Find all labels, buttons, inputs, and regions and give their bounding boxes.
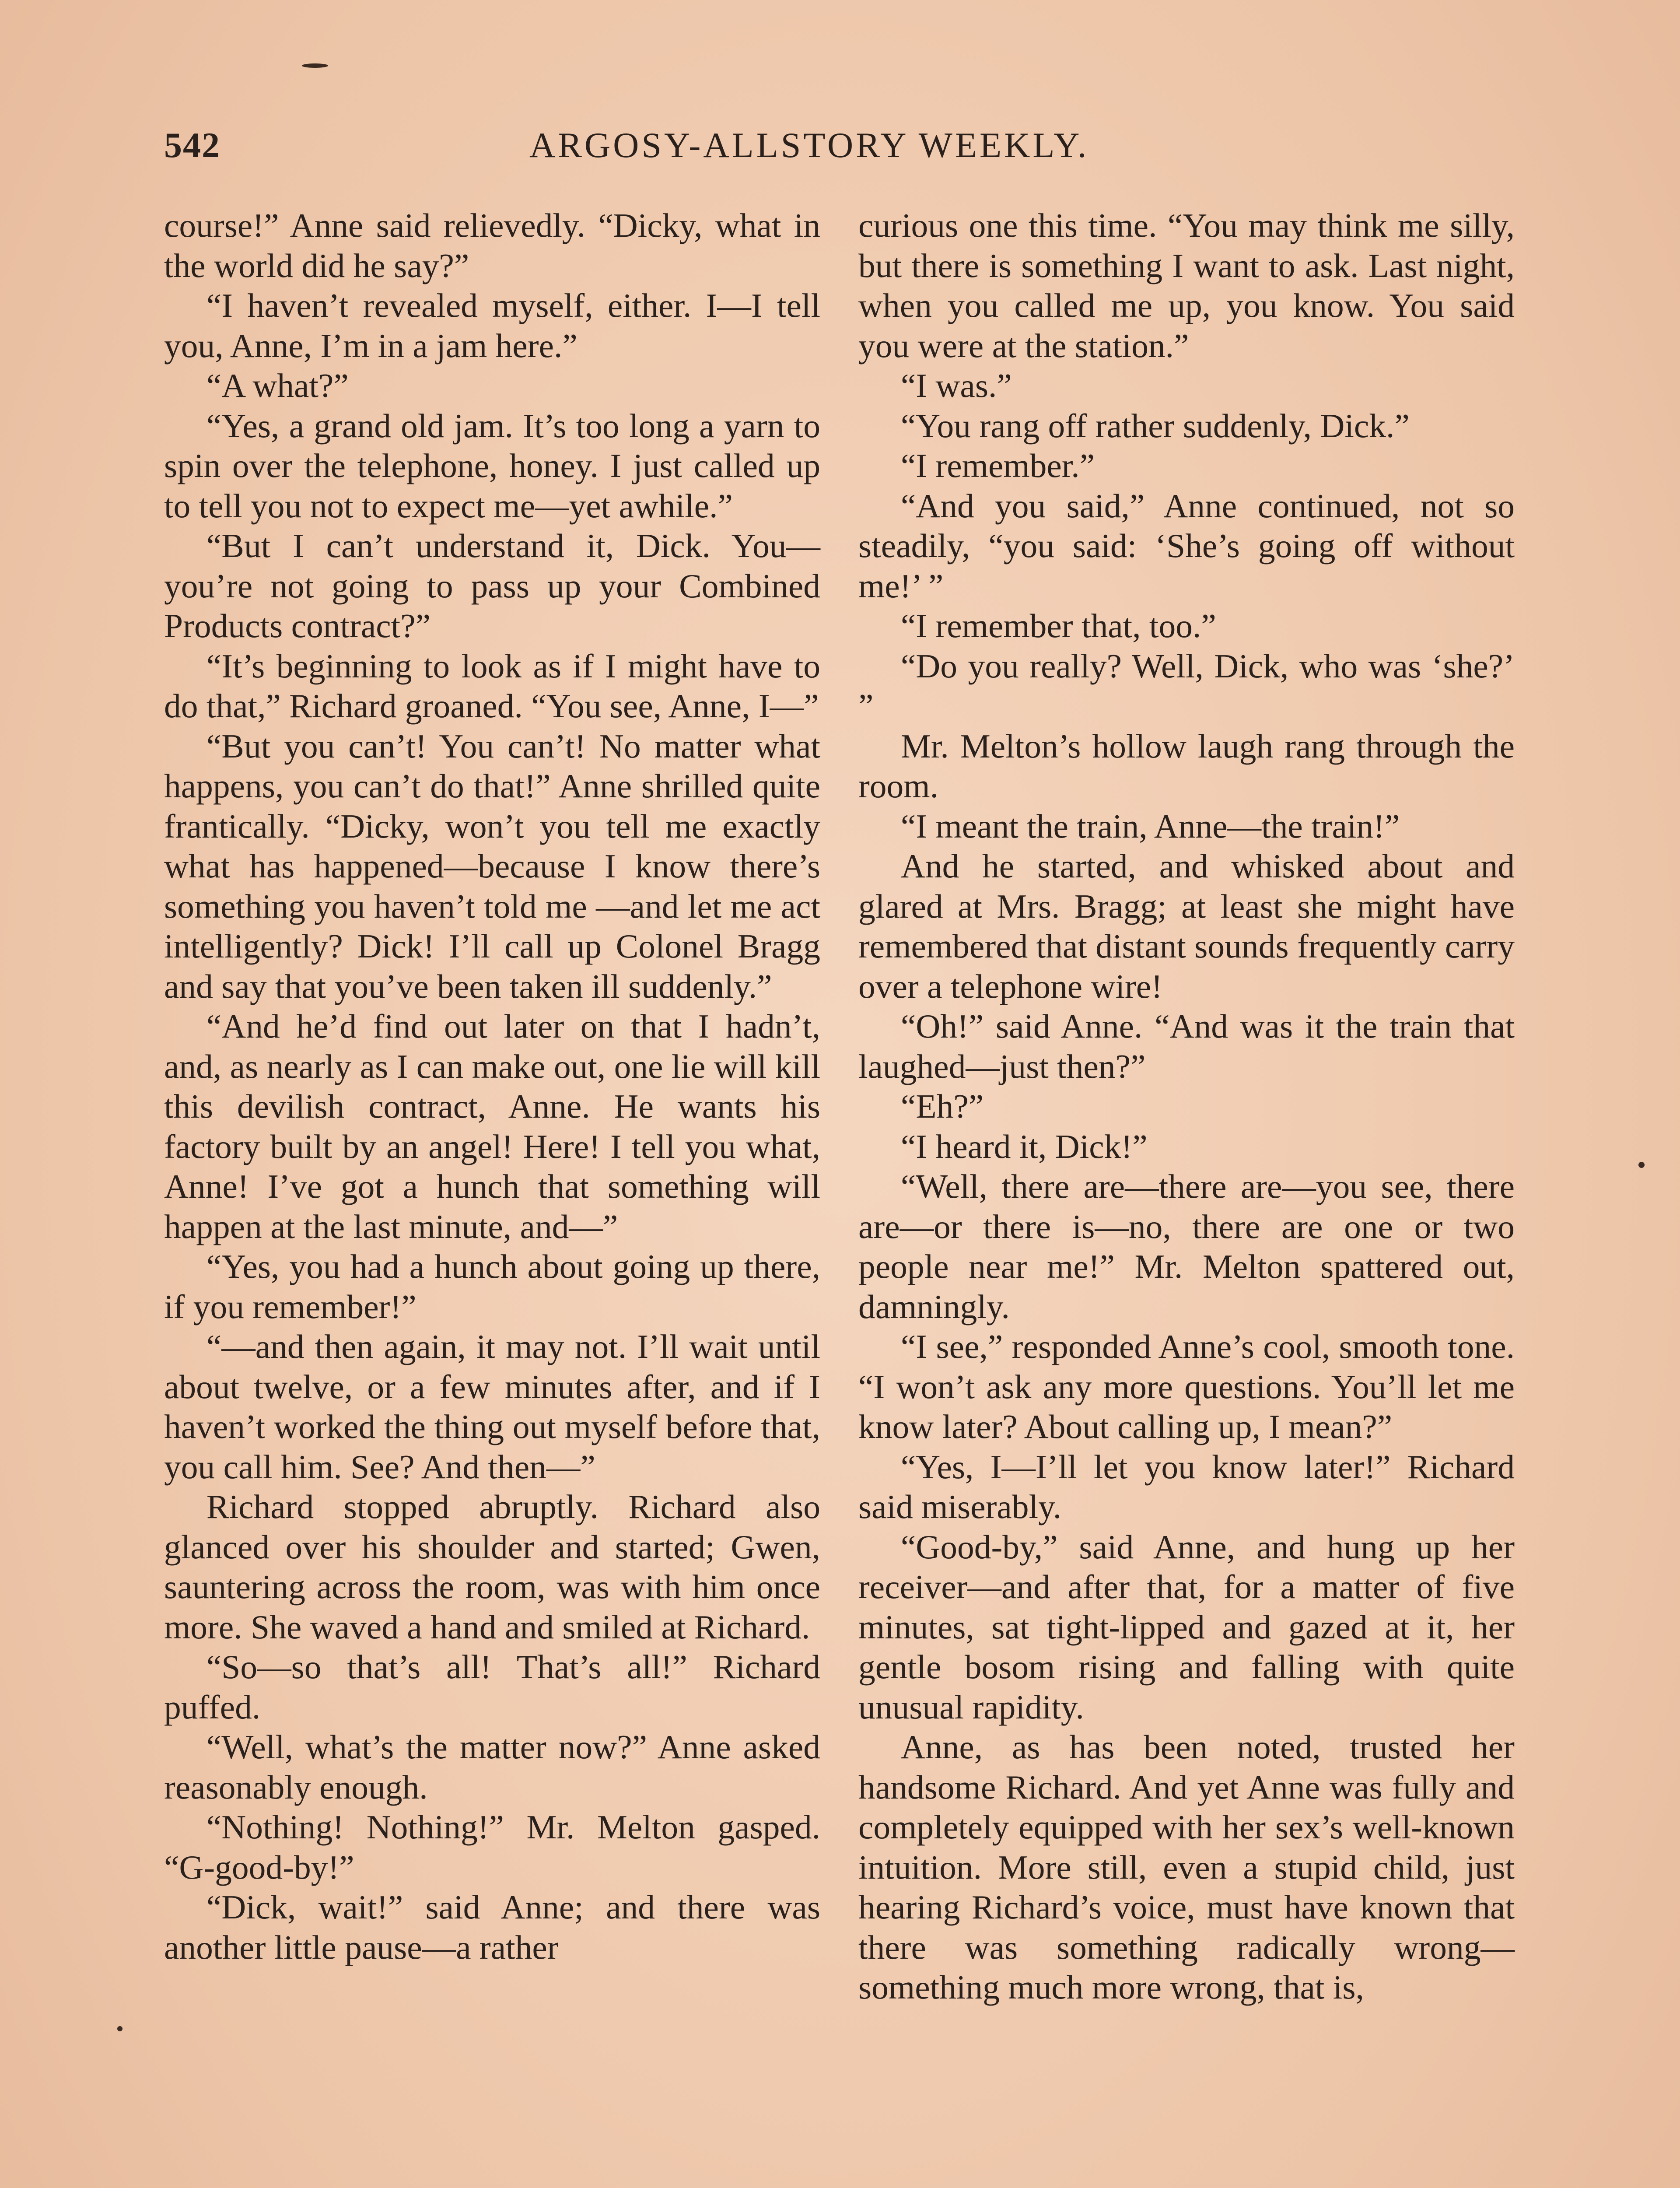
paragraph: “Do you really? Well, Dick, who was ‘she?’ ”	[858, 647, 1515, 725]
paragraph: “I remember.”	[900, 447, 1095, 484]
paragraph: “And you said,” Anne continued, not so steadily, “you said: ‘She’s going off without me!’ ”	[858, 487, 1515, 605]
paragraph: Anne, as has been noted, trusted her handsome Richard. And yet Anne was fully and completely equipped with her sex’s well-known intuition. More still, even a stupid child, just hearing Richard’s voice, must have known that there was something radically wrong— something much more wrong, that is,	[858, 1728, 1515, 2006]
paragraph: “But I can’t understand it, Dick. You—you’re not going to pass up your Combined Products contract?”	[164, 527, 820, 645]
running-head: ARGOSY-ALLSTORY WEEKLY.	[529, 125, 1089, 165]
paragraph: “A what?”	[206, 367, 349, 404]
text-column-left	[164, 206, 820, 1967]
paragraph: “Well, there are—there are—you see, there are—or there is—no, there are one or two people near me!” Mr. Melton spattered out, damningly.	[858, 1168, 1515, 1325]
paragraph: course!” Anne said relievedly. “Dicky, what in the world did he say?”	[164, 207, 820, 284]
paragraph: curious one this time. “You may think me silly, but there is something I want to ask. Last night, when you called me up, you know. You said you were at the station.”	[858, 207, 1515, 365]
text-column-right	[858, 206, 1515, 2008]
paragraph: “—and then again, it may not. I’ll wait until about twelve, or a few minutes after, and if I haven’t worked the thing out myself before that, you call him. See? And then—”	[164, 1328, 820, 1486]
paragraph: “I haven’t revealed myself, either. I—I tell you, Anne, I’m in a jam here.”	[164, 287, 820, 365]
paragraph: “Eh?”	[900, 1087, 984, 1125]
paragraph: Richard stopped abruptly. Richard also glanced over his shoulder and started; Gwen, sauntering across the room, was with him once more. She waved a hand and smiled at Richard.	[164, 1488, 820, 1646]
paragraph: “I was.”	[900, 367, 1012, 404]
paragraph: Mr. Melton’s hollow laugh rang through the room.	[858, 727, 1515, 805]
paragraph: “Oh!” said Anne. “And was it the train that laughed—just then?”	[858, 1007, 1515, 1085]
paragraph: “So—so that’s all! That’s all!” Richard puffed.	[164, 1648, 820, 1726]
paragraph: “I heard it, Dick!”	[900, 1127, 1148, 1165]
paragraph: And he started, and whisked about and glared at Mrs. Bragg; at least she might have remembered that distant sounds frequently carry over a telephone wire!	[858, 847, 1515, 1005]
ink-speck	[117, 2026, 122, 2031]
paragraph: “Good-by,” said Anne, and hung up her receiver—and after that, for a matter of five minutes, sat tight-lipped and gazed at it, her gentle bosom rising and falling with quite unusual rapidity.	[858, 1528, 1515, 1726]
paragraph: “Yes, I—I’ll let you know later!” Richard said miserably.	[858, 1448, 1515, 1525]
ink-speck	[1638, 1162, 1645, 1168]
paragraph: “Dick, wait!” said Anne; and there was another little pause—a rather	[164, 1888, 820, 1966]
paragraph: “Well, what’s the matter now?” Anne asked reasonably enough.	[164, 1728, 820, 1806]
paragraph: “I meant the train, Anne—the train!”	[900, 807, 1400, 845]
paragraph: “But you can’t! You can’t! No matter what happens, you can’t do that!” Anne shrilled quite frantically. “Dicky, won’t you tell me exactly what has happened—because I know there’s something you haven’t told me —and let me act intelligently? Dick! I’ll call up Colonel Bragg and say that you’ve been taken ill suddenly.”	[164, 727, 820, 1005]
ink-speck	[302, 63, 328, 68]
paragraph: “Yes, you had a hunch about going up there, if you remember!”	[164, 1248, 820, 1325]
paragraph: “And he’d find out later on that I hadn’t, and, as nearly as I can make out, one lie will kill this devilish contract, Anne. He wants his factory built by an angel! Here! I tell you what, Anne! I’ve got a hunch that something will happen at the last minute, and—”	[164, 1007, 821, 1245]
paragraph: “I see,” responded Anne’s cool, smooth tone. “I won’t ask any more questions. You’ll let me know later? About calling up, I mean?”	[858, 1328, 1515, 1445]
page-number: 542	[164, 125, 220, 165]
paragraph: “You rang off rather suddenly, Dick.”	[900, 407, 1410, 445]
paragraph: “Nothing! Nothing!” Mr. Melton gasped. “G-good-by!”	[164, 1808, 820, 1886]
paragraph: “I remember that, too.”	[900, 607, 1216, 645]
paragraph: “It’s beginning to look as if I might have to do that,” Richard groaned. “You see, Anne, I—”	[164, 647, 820, 725]
paragraph: “Yes, a grand old jam. It’s too long a yarn to spin over the telephone, honey. I just called up to tell you not to expect me—yet awhile.”	[164, 407, 820, 525]
